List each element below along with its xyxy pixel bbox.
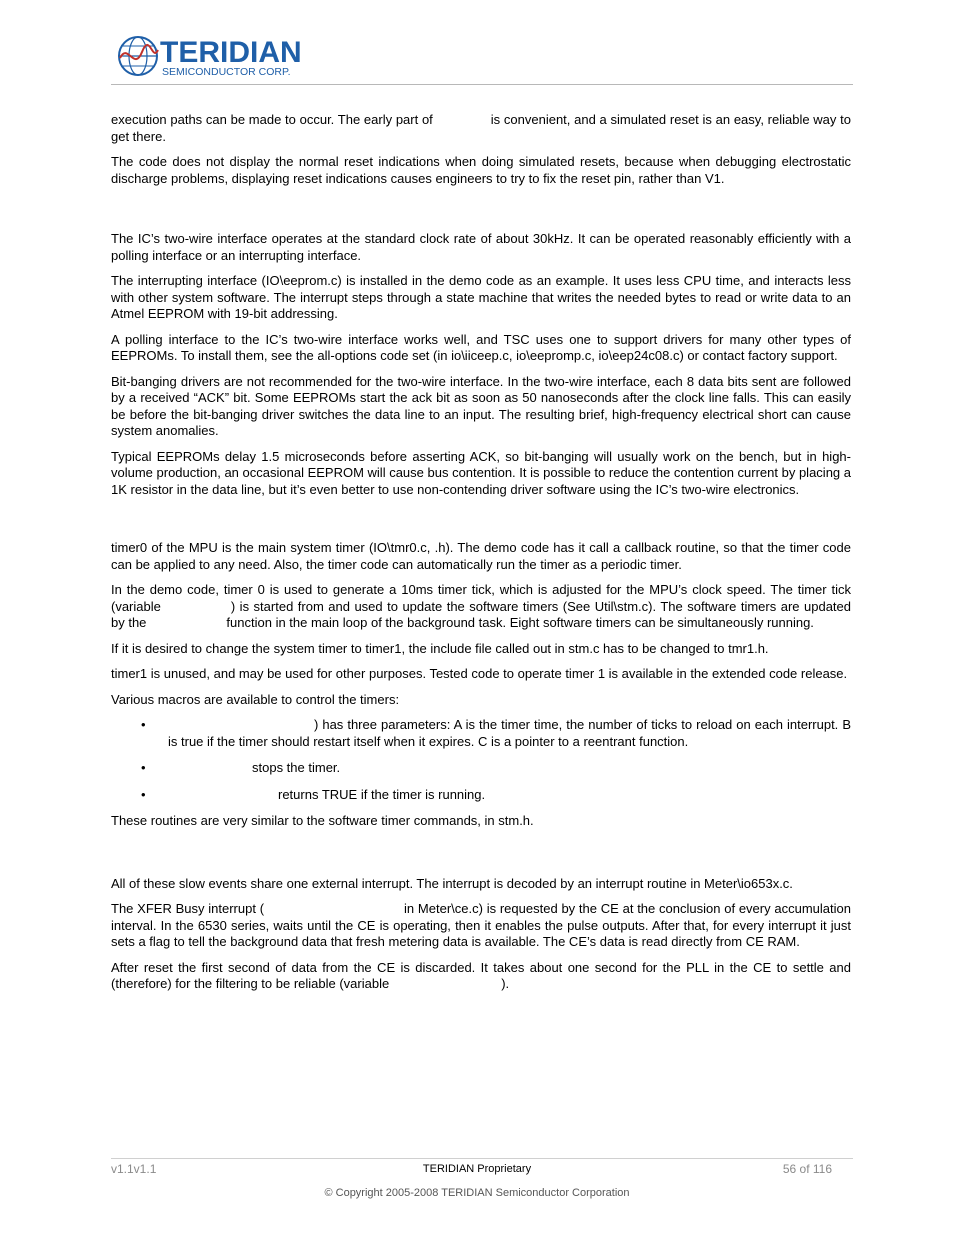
paragraph: Bit-banging drivers are not recommended for the two-wire interface. In the two-wire interface, each 8 data bits sent are followed by a received “ACK” bit. Some EEPROMs start the ack bit as soon as 50 nanoseconds after the clock line falls. This can easily be before the bit-banging driver switches the data line to an input. The resulting brief, high-frequency electrical short can cause system anomalies. — [111, 373, 851, 438]
section-spacer — [111, 839, 851, 876]
footer-version: v1.1v1.1 — [111, 1162, 157, 1176]
logo-wordmark: TERIDIAN — [160, 36, 302, 69]
section-spacer — [111, 507, 851, 540]
list-item: • stops the timer. — [141, 760, 341, 775]
paragraph: execution paths can be made to occur. The early part of is convenient, and a simulated reset is an easy, reliable way to get there. — [111, 112, 851, 144]
section-spacer — [111, 196, 851, 231]
footer-page-number: 56 of 116 — [782, 1162, 832, 1176]
paragraph: In the demo code, timer 0 is used to generate a 10ms timer tick, which is adjusted for the MPU’s clock speed. The timer tick (variable ) is started from and used to update the software timers (See Util\stm.c). The software timers are updated by the function in the main loop of the background task. Eight software timers can be simultaneously running. — [111, 582, 851, 630]
paragraph: If it is desired to change the system timer to timer1, the include file called out in stm.c has to be changed to tmr1.h. — [111, 640, 769, 656]
paragraph: These routines are very similar to the software timer commands, in stm.h. — [111, 813, 534, 828]
paragraph: Typical EEPROMs delay 1.5 microseconds before asserting ACK, so bit-banging will usually work on the bench, but in high-volume production, an occasional EEPROM will cause bus contention. It is possible to reduce the contention current by placing a 1K resistor in the data line, but it’s even better to use non-contending driver software using the IC’s two-wire electronics. — [111, 448, 851, 497]
paragraph: timer1 is unused, and may be used for other purposes. Tested code to operate timer 1 is available in the extended code release. — [111, 666, 848, 681]
logo-subtitle: SEMICONDUCTOR CORP. — [162, 66, 291, 78]
header-divider — [111, 84, 853, 85]
paragraph: The XFER Busy interrupt ( in Meter\ce.c) is requested by the CE at the conclusion of every accumulation interval. In the 6530 series, waits until the CE is operating, then it enables the pulse outputs. After that, for every interrupt it just sets a flag to tell the background data that fresh metering data is available. The CE’s data is read directly from CE RAM. — [111, 901, 851, 949]
paragraph: After reset the first second of data from the CE is discarded. It takes about one second for the PLL in the CE to settle and (therefore) for the filtering to be reliable (variable ). — [111, 959, 851, 991]
footer-divider — [111, 1158, 853, 1159]
paragraph: All of these slow events share one external interrupt. The interrupt is decoded by an interrupt routine in Meter\io653x.c. — [111, 875, 793, 891]
company-logo — [116, 32, 321, 82]
list-item: • returns TRUE if the timer is running. — [141, 786, 486, 802]
paragraph: timer0 of the MPU is the main system timer (IO\tmr0.c, .h). The demo code has it call a callback routine, so that the timer code can be applied to any need. Also, the timer code can automatically run the timer as a periodic timer. — [111, 540, 851, 572]
footer-copyright: © Copyright 2005-2008 TERIDIAN Semiconductor Corporation — [324, 1187, 630, 1199]
paragraph: A polling interface to the IC’s two-wire interface works well, and TSC uses one to support drivers for many other types of EEPROMs. To install them, see the all-options code set (in io\iiceep.c, io\eepromp.c, io\eep24c08.c) or contact factory support. — [111, 331, 851, 363]
timer-macro-list — [111, 717, 851, 803]
list-item: • ) has three parameters: A is the timer time, the number of ticks to reload on each interrupt. B is true if the timer should restart itself when it expires. C is a pointer to a reentrant function. — [141, 717, 851, 749]
footer-proprietary: TERIDIAN Proprietary — [422, 1163, 532, 1175]
document-body — [111, 112, 851, 1002]
paragraph: The code does not display the normal reset indications when doing simulated resets, because when debugging electrostatic discharge problems, displaying reset indications causes engineers to try to fix the reset pin, rather than V1. — [111, 154, 851, 186]
globe-icon — [119, 37, 158, 75]
paragraph: Various macros are available to control the timers: — [111, 691, 400, 707]
paragraph: The interrupting interface (IO\eeprom.c) is installed in the demo code as an example. It uses less CPU time, and interacts less with other system software. The interrupt steps through a state machine that writes the needed bytes to read or write data to an Atmel EEPROM with 19-bit addressing. — [111, 273, 851, 321]
paragraph: The IC’s two-wire interface operates at the standard clock rate of about 30kHz. It can be operated reasonably efficiently with a polling interface or an interrupting interface. — [111, 231, 851, 263]
